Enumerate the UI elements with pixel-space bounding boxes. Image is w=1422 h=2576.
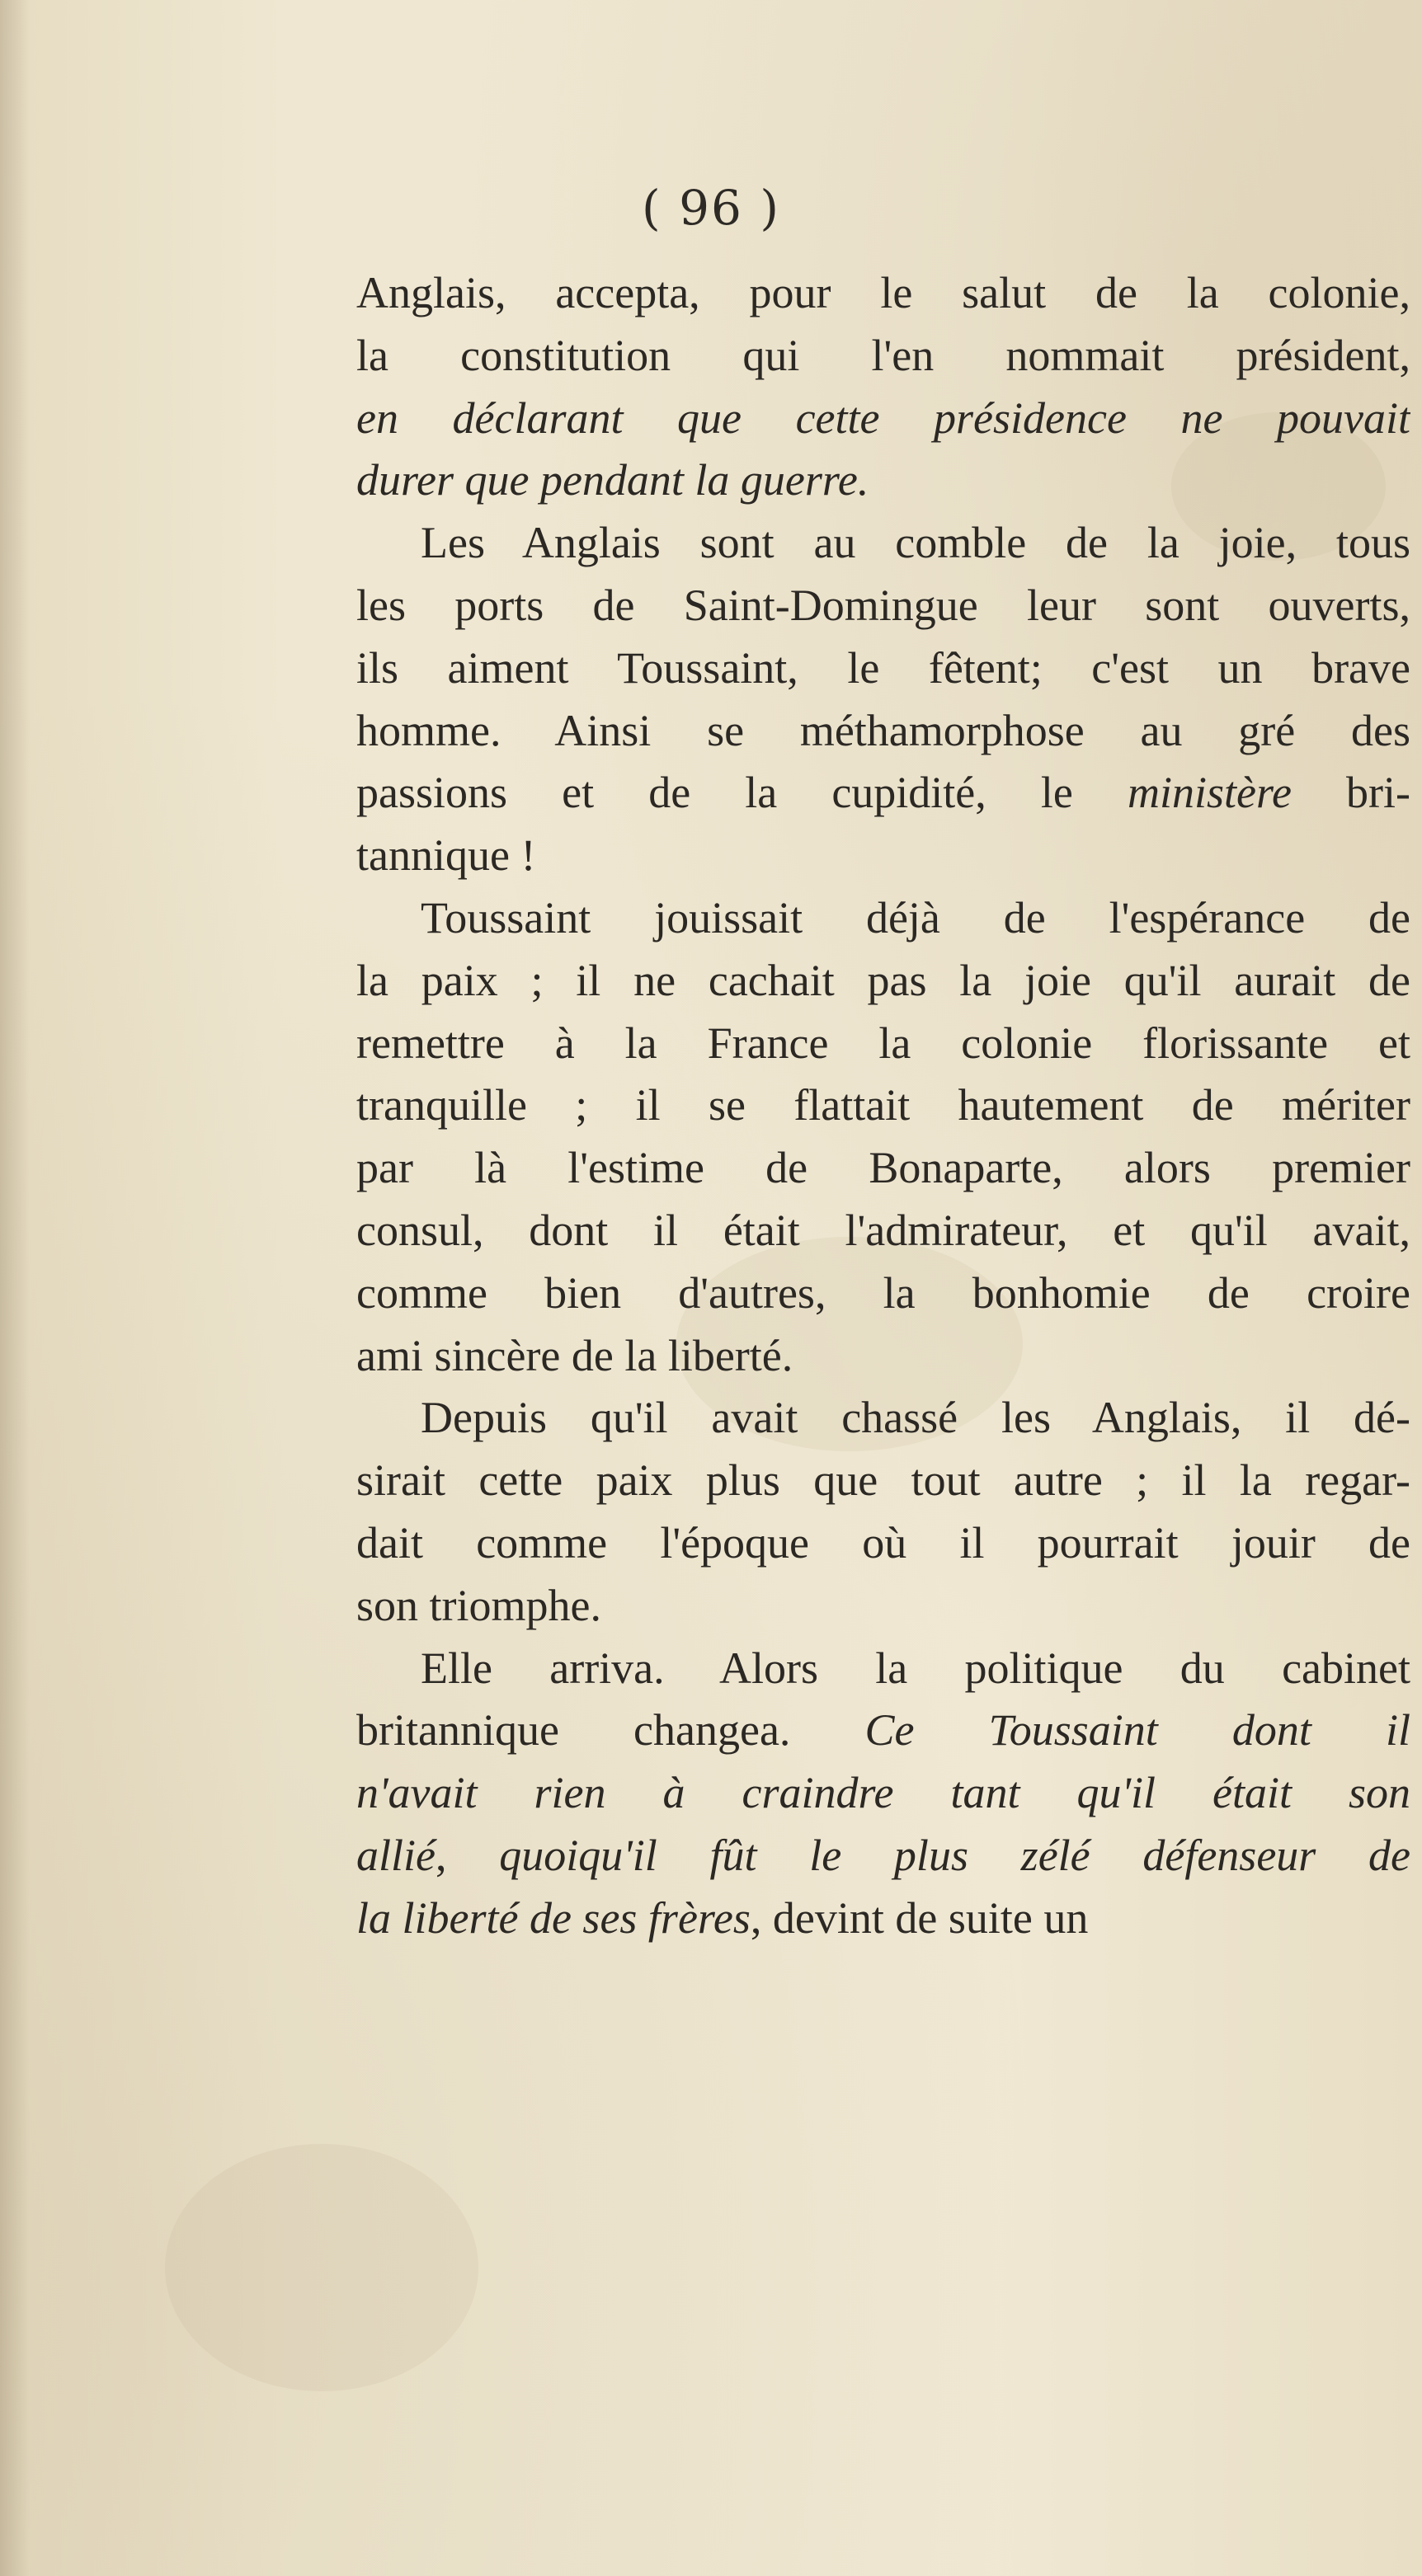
italic-text: la liberté de ses frères [356, 1892, 751, 1943]
text-segment: bri- [1291, 768, 1410, 818]
text-line [356, 1699, 1410, 1762]
text-line [356, 825, 1410, 887]
text-line [356, 262, 1410, 325]
text-segment: consul, dont il était l'admirateur, et qu'il avait, [356, 1205, 1410, 1255]
text-line [356, 575, 1410, 637]
text-line [356, 1638, 1410, 1700]
text-segment: les ports de Saint-Domingue leur sont ouverts, [356, 580, 1410, 630]
italic-text: allié [356, 1830, 436, 1880]
text-line [356, 449, 1410, 512]
text-line [356, 388, 1410, 450]
text-line [356, 1512, 1410, 1575]
text-line [356, 637, 1410, 700]
text-line [356, 762, 1410, 825]
text-segment: par là l'estime de Bonaparte, alors premier [356, 1143, 1410, 1193]
text-segment: remettre à la France la colonie florissante et [356, 1018, 1410, 1068]
text-segment: son triomphe. [356, 1580, 601, 1630]
body-text [356, 262, 1410, 1950]
text-line [356, 887, 1410, 950]
text-segment: britannique changea. [356, 1705, 865, 1756]
paragraph [356, 512, 1410, 887]
text-line [356, 325, 1410, 388]
text-line [356, 512, 1410, 575]
text-segment: la paix ; il ne cachait pas la joie qu'il aurait de [356, 955, 1410, 1005]
italic-text: quoiqu'il fût le plus zélé défenseur de [499, 1830, 1410, 1880]
text-line [356, 1887, 1410, 1950]
paragraph [356, 887, 1410, 1387]
text-line [356, 1762, 1410, 1825]
text-segment: ami sincère de la liberté. [356, 1330, 793, 1380]
italic-text: ministère [1127, 768, 1292, 818]
text-line [356, 1450, 1410, 1512]
paragraph [356, 1638, 1410, 1950]
paper-stain [165, 2144, 478, 2391]
text-line [356, 1074, 1410, 1137]
text-segment: , devint de suite un [750, 1892, 1089, 1943]
text-line [356, 1825, 1410, 1887]
text-segment: ils aiment Toussaint, le fêtent; c'est un brave [356, 642, 1410, 693]
text-segment: comme bien d'autres, la bonhomie de croire [356, 1267, 1410, 1318]
text-line [356, 1387, 1410, 1450]
italic-text: en déclarant que cette présidence ne pouvait [356, 393, 1410, 443]
italic-text: Ce Toussaint dont il [864, 1705, 1410, 1756]
paragraph [356, 262, 1410, 512]
italic-text: n'avait rien à craindre tant qu'il était son [356, 1768, 1410, 1818]
paragraph [356, 1387, 1410, 1637]
text-segment: tranquille ; il se flattait hautement de mériter [356, 1080, 1410, 1131]
page-number: ( 96 ) [642, 180, 780, 236]
text-line [356, 1013, 1410, 1075]
text-segment: la constitution qui l'en nommait président, [356, 330, 1410, 380]
text-line [356, 1575, 1410, 1638]
text-segment: Anglais, accepta, pour le salut de la colonie, [356, 268, 1410, 317]
text-line [356, 1200, 1410, 1262]
text-segment: tannique ! [356, 830, 536, 881]
text-segment: passions et de la cupidité, le [356, 768, 1128, 818]
text-segment: Toussaint jouissait déjà de l'espérance de [421, 892, 1410, 942]
text-line [356, 1325, 1410, 1388]
text-segment: Elle arriva. Alors la politique du cabinet [421, 1643, 1410, 1693]
spine-shadow [0, 0, 30, 2576]
text-segment: Les Anglais sont au comble de la joie, tous [421, 518, 1410, 568]
text-segment: Depuis qu'il avait chassé les Anglais, il dé- [421, 1393, 1410, 1443]
text-segment: homme. Ainsi se méthamorphose au gré des [356, 705, 1410, 755]
text-line [356, 1262, 1410, 1325]
text-line [356, 700, 1410, 763]
text-line [356, 1137, 1410, 1200]
italic-text: durer que pendant la guerre. [356, 455, 869, 505]
text-line [356, 950, 1410, 1013]
text-segment: sirait cette paix plus que tout autre ; il la regar- [356, 1455, 1410, 1506]
text-segment: , [435, 1830, 500, 1880]
text-segment: dait comme l'époque où il pourrait jouir de [356, 1517, 1410, 1568]
